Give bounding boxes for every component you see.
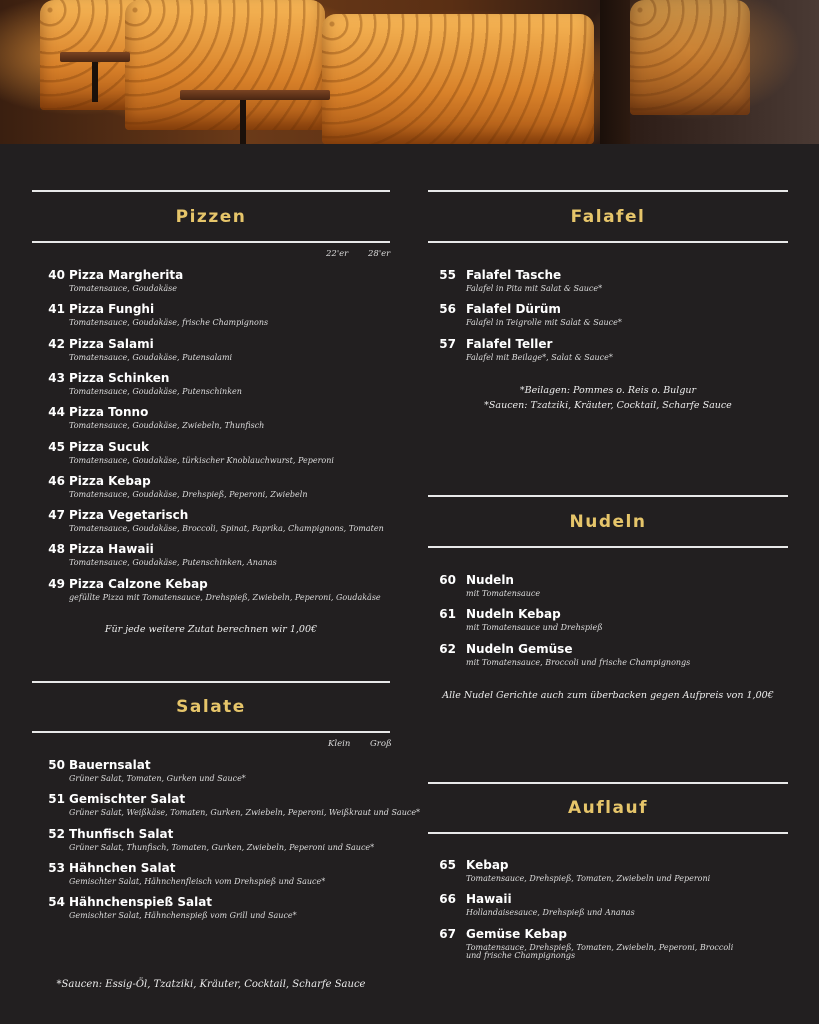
item-description: Grüner Salat, Weißkäse, Tomaten, Gurken, Zwiebeln, Peperoni, Weißkraut und Sauce* — [69, 808, 421, 818]
section-title: Nudeln — [569, 512, 647, 532]
item-name: Pizza Hawaii — [69, 542, 154, 557]
sofa-front — [322, 14, 594, 144]
item-name: Hähnchen Salat — [69, 860, 176, 875]
table-center — [180, 90, 330, 100]
item-name: Pizza Kebap — [69, 473, 151, 488]
column-header-large: 28'er — [368, 249, 391, 259]
item-name: Pizza Vegetarisch — [69, 508, 189, 523]
item-name: Gemischter Salat — [69, 792, 186, 807]
item-name: Falafel Tasche — [466, 268, 562, 282]
item-name: Pizza Calzone Kebap — [69, 576, 208, 591]
section-title: Pizzen — [175, 207, 247, 227]
item-number: 62 — [439, 641, 456, 656]
item-name: Nudeln — [466, 573, 514, 587]
item-description: Falafel mit Beilage*, Salat & Sauce* — [466, 352, 613, 362]
item-name: Kebap — [466, 858, 509, 872]
item-number: 49 — [48, 576, 65, 591]
item-name: Pizza Margherita — [69, 268, 184, 282]
item-description: mit Tomatensauce und Drehspieß — [466, 623, 603, 633]
item-name: Falafel Teller — [466, 336, 553, 351]
item-name: Nudeln Kebap — [466, 607, 561, 622]
item-number: 45 — [48, 439, 65, 454]
item-description: Gemischter Salat, Hähnchenspieß vom Grill und Sauce* — [69, 911, 297, 921]
item-description: Tomatensauce, Goudakäse, Drehspieß, Peperoni, Zwiebeln — [69, 489, 308, 499]
column-header-large: Groß — [370, 739, 392, 749]
item-number: 41 — [48, 302, 65, 317]
item-description: mit Tomatensauce — [466, 589, 541, 598]
item-number: 65 — [439, 858, 456, 872]
item-number: 48 — [48, 542, 65, 557]
item-name: Thunfisch Salat — [69, 826, 174, 841]
item-number: 47 — [48, 508, 65, 523]
item-description: Tomatensauce, Goudakäse, türkischer Knoblauchwurst, Peperoni — [69, 455, 334, 465]
item-description: Tomatensauce, Goudakäse — [69, 284, 178, 293]
item-name: Pizza Funghi — [69, 302, 155, 317]
item-number: 46 — [48, 473, 65, 488]
item-name: Pizza Tonno — [69, 405, 149, 420]
item-description-line2: und frische Champignongs — [466, 950, 576, 960]
item-number: 42 — [48, 336, 65, 351]
item-name: Bauernsalat — [69, 758, 151, 772]
pizzen-note: Für jede weitere Zutat berechnen wir 1,00€ — [104, 624, 318, 635]
item-description: mit Tomatensauce, Broccoli und frische Champignongs — [466, 657, 691, 667]
nudeln-note: Alle Nudel Gerichte auch zum überbacken gegen Aufpreis von 1,00€ — [442, 690, 774, 701]
column-header-small: Klein — [328, 739, 351, 749]
item-number: 66 — [439, 892, 456, 907]
item-description: Tomatensauce, Goudakäse, Zwiebeln, Thunfisch — [69, 421, 265, 431]
item-number: 55 — [439, 268, 456, 282]
falafel-note-saucen: *Saucen: Tzatziki, Kräuter, Cocktail, Scharfe Sauce — [484, 400, 732, 411]
item-name: Nudeln Gemüse — [466, 641, 573, 656]
item-name: Gemüse Kebap — [466, 926, 567, 941]
item-number: 57 — [439, 336, 456, 351]
item-number: 56 — [439, 302, 456, 317]
item-description: Grüner Salat, Tomaten, Gurken und Sauce* — [69, 774, 246, 783]
item-name: Pizza Schinken — [69, 370, 170, 385]
item-number: 40 — [48, 268, 65, 282]
sofa-center — [125, 0, 325, 130]
item-description: Hollandaisesauce, Drehspieß und Ananas — [466, 908, 635, 918]
item-description: Tomatensauce, Goudakäse, frische Champignons — [69, 318, 269, 328]
item-number: 44 — [48, 405, 65, 420]
item-description: Tomatensauce, Goudakäse, Putenschinken, Ananas — [69, 558, 277, 568]
item-number: 43 — [48, 370, 65, 385]
falafel-note-beilagen: *Beilagen: Pommes o. Reis o. Bulgur — [519, 385, 697, 396]
item-name: Pizza Salami — [69, 336, 154, 351]
section-title: Falafel — [570, 207, 646, 227]
hero-photo — [0, 0, 819, 144]
item-description: Tomatensauce, Drehspieß, Tomaten, Zwiebeln und Peperoni — [466, 874, 711, 883]
item-name: Hähnchenspieß Salat — [69, 895, 213, 910]
item-description: Tomatensauce, Drehspieß, Tomaten, Zwiebeln, Peperoni, Broccoli — [466, 942, 734, 952]
item-number: 50 — [48, 758, 65, 772]
table-left — [60, 52, 130, 62]
item-number: 52 — [48, 826, 65, 841]
item-number: 54 — [48, 895, 65, 910]
item-number: 67 — [439, 926, 456, 941]
column-header-small: 22'er — [326, 249, 349, 259]
item-number: 61 — [439, 607, 456, 622]
item-description: Gemischter Salat, Hähnchenfleisch vom Drehspieß und Sauce* — [69, 876, 326, 886]
sofa-right — [630, 0, 750, 115]
item-description: Falafel in Teigrolle mit Salat & Sauce* — [466, 318, 622, 328]
item-number: 53 — [48, 860, 65, 875]
item-description: gefüllte Pizza mit Tomatensauce, Drehspieß, Zwiebeln, Peperoni, Goudakäse — [69, 592, 381, 602]
section-title: Auflauf — [568, 798, 648, 818]
section-title: Salate — [176, 697, 246, 717]
item-description: Tomatensauce, Goudakäse, Putensalami — [69, 352, 233, 362]
item-number: 60 — [439, 573, 456, 587]
item-description: Tomatensauce, Goudakäse, Broccoli, Spinat, Paprika, Champignons, Tomaten — [69, 524, 384, 534]
item-description: Grüner Salat, Thunfisch, Tomaten, Gurken, Zwiebeln, Peperoni und Sauce* — [69, 842, 375, 852]
item-name: Pizza Sucuk — [69, 439, 149, 454]
item-name: Hawaii — [466, 892, 512, 907]
item-name: Falafel Dürüm — [466, 302, 561, 317]
item-description: Tomatensauce, Goudakäse, Putenschinken — [69, 386, 242, 396]
salate-note: *Saucen: Essig-Öl, Tzatziki, Kräuter, Cocktail, Scharfe Sauce — [56, 979, 366, 990]
item-number: 51 — [48, 792, 65, 807]
item-description: Falafel in Pita mit Salat & Sauce* — [466, 284, 603, 293]
